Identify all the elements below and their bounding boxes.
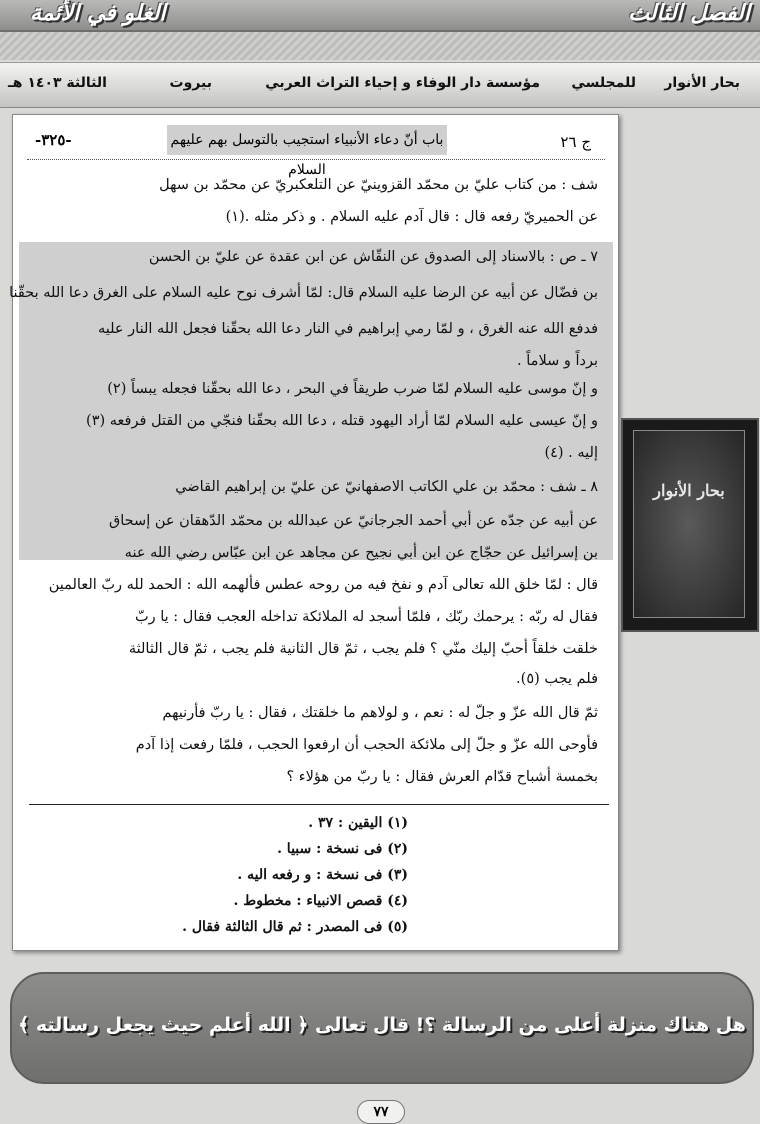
scanned-page — [9, 114, 619, 951]
text-line: بن فضّال عن أبيه عن الرضا عليه السلام قال: لمّا أشرف نوح عليه السلام على الغرق دعا الله بحقّنا — [9, 285, 598, 301]
quote-banner — [10, 972, 754, 1084]
text-line: فأوحى الله عزّ و جلّ إلى ملائكة الحجب أن ارفعوا الحجب ، فلمّا رفعت إذا آدم — [135, 737, 598, 753]
text-line: فلم يجب (٥). — [516, 671, 598, 687]
text-line: فدفع الله عنه الغرق ، و لمّا رمي إبراهيم في النار دعا الله بحقّنا فجعل الله النار عليه — [97, 321, 598, 337]
source-city: بيروت — [169, 75, 212, 91]
book-cover-image — [621, 418, 759, 632]
banner-question: هل هناك منزلة أعلى من الرسالة ؟! قال تعالى ﴿ الله أعلم حيث يجعل رسالته ﴾ — [18, 1014, 746, 1036]
text-line: قال : لمّا خلق الله تعالى آدم و نفخ فيه من روحه عطس فألهمه الله : الحمد لله ربّ العالمين — [48, 577, 598, 593]
text-line: ثمّ قال الله عزّ و جلّ له : نعم ، و لولاهم ما خلقتك ، فقال : يا ربّ فأرنيهم — [162, 705, 598, 721]
footnote: (٣) فى نسخة : و رفعه اليه . — [237, 867, 408, 883]
text-line: ٨ ـ شف : محمّد بن علي الكاتب الاصفهانيّ عن عليّ بن إبراهيم القاضي — [175, 479, 598, 495]
text-line: خلقت خلقاً أحبّ إليك منّي ؟ فلم يجب ، ثمّ قال الثانية فلم يجب ، ثمّ قال الثالثة — [128, 641, 598, 657]
text-line: فقال له ربّه : يرحمك ربّك ، فلمّا أسجد له الملائكة تداخله العجب فقال : يا ربّ — [134, 609, 598, 625]
page-number: ٧٧ — [357, 1100, 405, 1124]
page-header — [27, 123, 605, 178]
book-cover-title: بحار الأنوار — [653, 481, 725, 500]
source-author: للمجلسي — [571, 75, 636, 91]
book-title: الغلو في الأئمة — [30, 1, 166, 26]
decorative-stripe — [0, 32, 760, 60]
chapter-title: الفصل الثالث — [628, 1, 750, 26]
text-line: برداً و سلاماً . — [517, 353, 598, 369]
top-header — [0, 0, 760, 32]
source-publisher: مؤسسة دار الوفاء و إحياء التراث العربي — [265, 75, 540, 91]
source-edition: الثالثة ١٤٠٣ هـ — [8, 75, 107, 91]
source-bar — [0, 62, 760, 108]
footnote: (٢) فى نسخة : سبيا . — [277, 841, 408, 857]
source-book: بحار الأنوار — [664, 75, 740, 91]
text-line: و إنّ موسى عليه السلام لمّا ضرب طريقاً في البحر ، دعا الله بحقّنا فجعله يبساً (٢) — [107, 381, 598, 397]
page-header-number: -٣٢٥- — [35, 131, 72, 149]
text-line: شف : من كتاب عليّ بن محمّد القزوينيّ عن التلعكبريّ عن محمّد بن سهل — [159, 177, 598, 193]
text-line: عن الحميريّ رفعه قال : قال آدم عليه السلام . و ذكر مثله .(١) — [225, 209, 598, 225]
text-line: و إنّ عيسى عليه السلام لمّا أراد اليهود قتله ، دعا الله بحقّنا فنجّي من القتل فرفعه (٣) — [86, 413, 598, 429]
footnote: (٥) فى المصدر : ثم قال الثالثة فقال . — [182, 919, 408, 935]
footnote: (٤) قصص الانبياء : مخطوط . — [233, 893, 408, 909]
text-line: عن أبيه عن جدّه عن أبي أحمد الجرجانيّ عن عبدالله بن محمّد الدّهقان عن إسحاق — [109, 513, 598, 529]
text-line: بخمسة أشباح قدّام العرش فقال : يا ربّ من هؤلاء ؟ — [286, 769, 598, 785]
page-header-volume: ج ٢٦ — [560, 133, 591, 151]
text-line: بن إسرائيل عن حجّاج عن ابن أبي نجيح عن مجاهد عن ابن عبّاس رضي الله عنه — [124, 545, 598, 561]
text-line: ٧ ـ ص : بالاسناد إلى الصدوق عن النقّاش عن ابن عقدة عن عليّ بن الحسن — [148, 249, 598, 265]
page-header-chapter: باب أنّ دعاء الأنبياء استجيب بالتوسل بهم عليهم السلام — [167, 125, 447, 155]
book-cover — [633, 430, 745, 618]
footnote: (١) اليقين : ٣٧ . — [308, 815, 408, 831]
footnote-divider — [29, 804, 609, 805]
text-line: إليه . (٤) — [544, 445, 598, 461]
